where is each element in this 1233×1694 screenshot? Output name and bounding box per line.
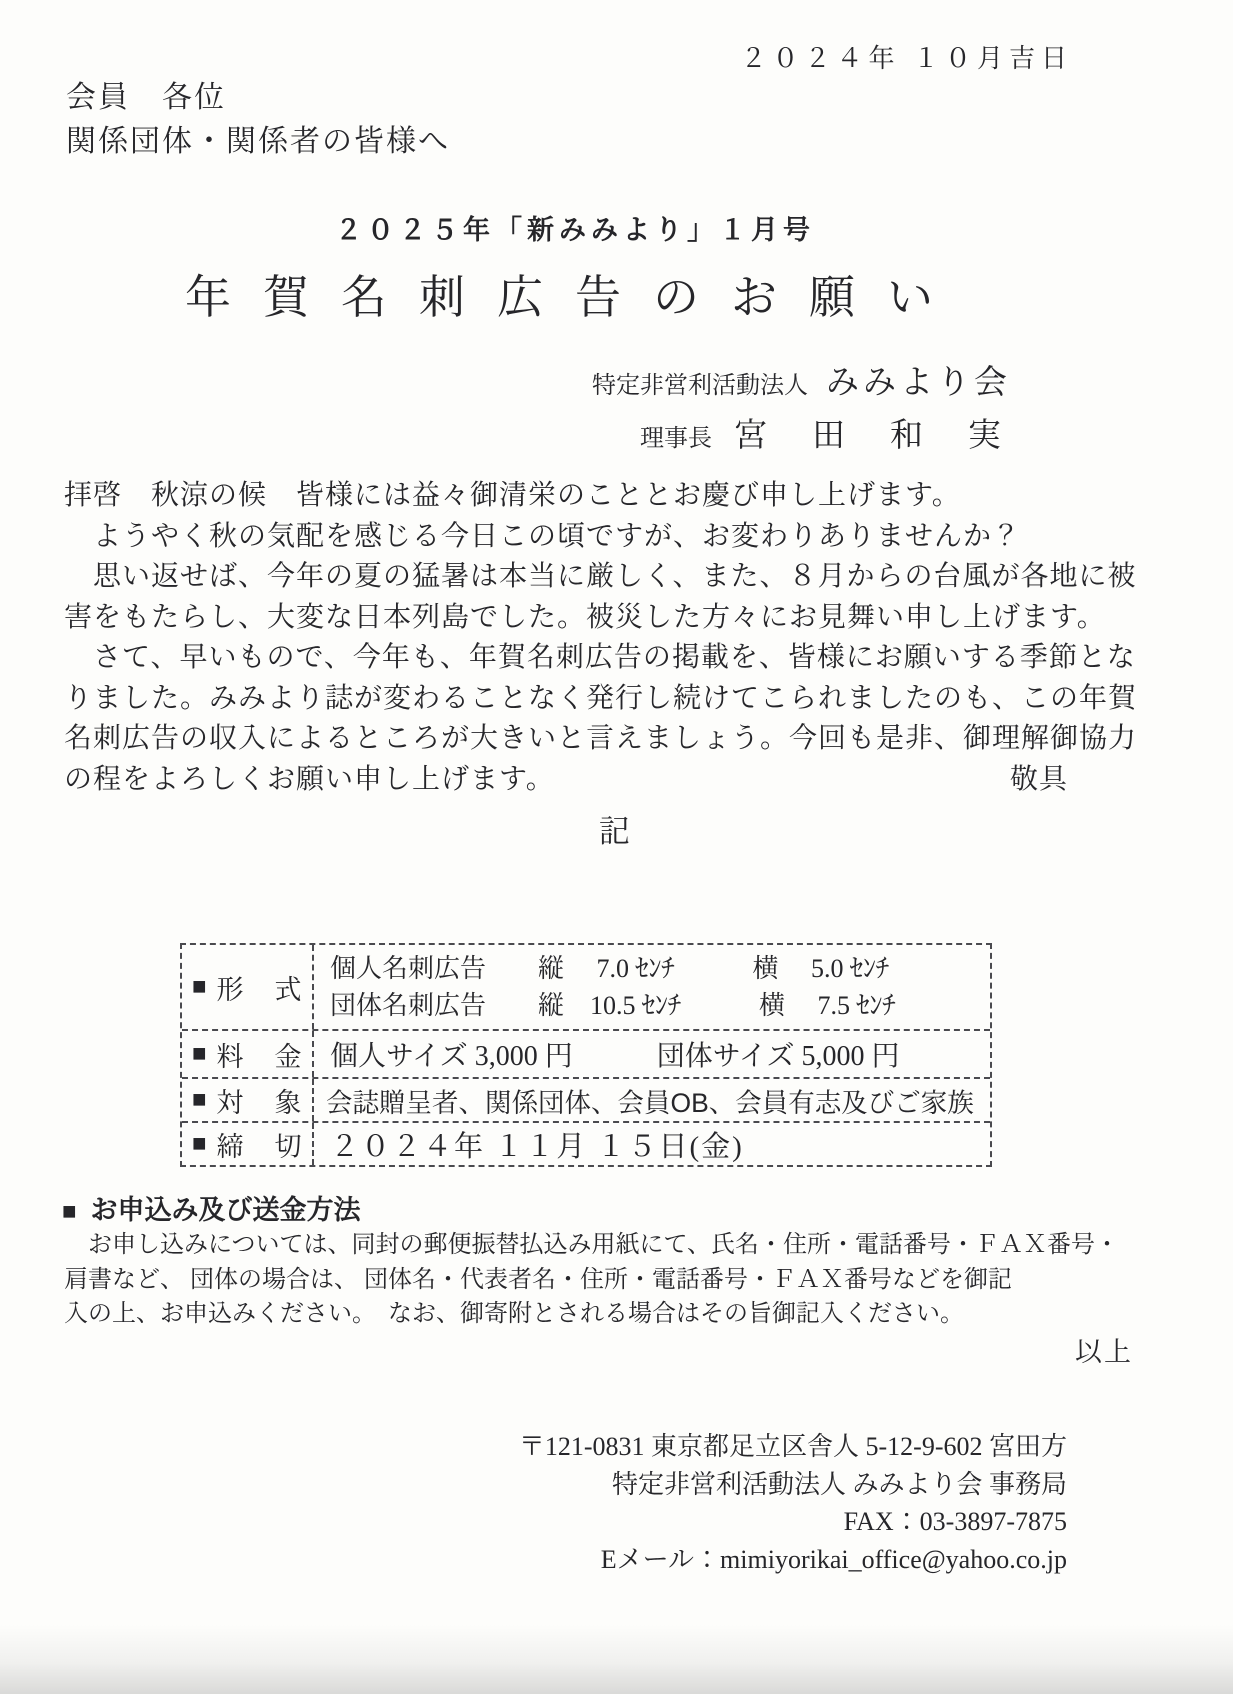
sender-name: 宮 田 和 実 [734,418,1007,454]
body-line: の程をよろしくお願い申し上げます。 [64,763,555,795]
target-values: 会誌贈呈者、関係団体、会員OB、会員有志及びご家族 [326,1087,974,1118]
application-line: 入の上、お申込みください。 なお、御寄附とされる場合はその旨御記入ください。 [64,1301,964,1327]
row-label-text: 料 金 [216,1041,304,1072]
table-row-deadline [182,1123,990,1165]
row-fee-label [182,1031,314,1077]
issue-subtitle: ２０２５年「新みみより」１月号 [335,215,815,245]
square-bullet-icon: ■ [192,974,207,1000]
table-row-format [182,945,990,1031]
table-row-target [182,1079,990,1123]
table-row-fee [182,1031,990,1079]
footer-email: Eメール：mimiyorikai_office@yahoo.co.jp [600,1544,1067,1574]
row-label-text: 形 式 [216,974,304,1005]
row-format-label [182,945,314,1029]
deadline-value: ２０２４年 １１月 １５日(金) [330,1130,744,1163]
recipient-line-related: 関係団体・関係者の皆様へ [66,125,450,158]
recipient-block [66,76,450,164]
body-line: さて、早いもので、今年も、年賀名刺広告の掲載を、皆様にお願いする季節とな [64,642,1136,673]
sender-role: 理事長 [640,425,712,452]
body-line: ようやく秋の気配を感じる今日この頃ですが、お変わりありませんか？ [64,520,1022,552]
row-fee-content [314,1031,990,1077]
body-line: 害をもたらし、大変な日本列島でした。被災した方々にお見舞い申し上げます。 [64,601,1106,633]
body-line: 拝啓 秋涼の候 皆様には益々御清栄のこととお慶び申し上げます。 [64,480,961,511]
end-marker: 以上 [1075,1337,1133,1367]
footer-org: 特定非営利活動法人 みみより会 事務局 [611,1469,1067,1499]
sender-block [592,356,1011,456]
body-paragraphs [64,476,1138,800]
record-marker: 記 [599,814,634,849]
row-deadline-label [182,1123,314,1165]
footer-contact-block [519,1428,1067,1578]
square-bullet-icon: ■ [192,1131,207,1157]
scan-edge-shadow [0,1624,1233,1694]
footer-address: 〒121-0831 東京都足立区舎人 5-12-9-602 宮田方 [518,1432,1067,1461]
square-bullet-icon: ■ [192,1087,207,1113]
fee-values: 個人サイズ 3,000 円 団体サイズ 5,000 円 [330,1041,900,1072]
application-body [64,1228,1144,1332]
heading-block [0,208,1150,327]
body-line: 名刺広告の収入によるところが大きいと言えましょう。今回も是非、御理解御協力 [64,723,1138,754]
body-closing-line [64,760,1110,801]
row-label-text: 対 象 [216,1087,304,1118]
format-personal-size: 個人名刺広告 縦 7.0 ｾﾝﾁ 横 5.0 ｾﾝﾁ [330,954,890,983]
spec-table [180,943,992,1167]
sender-person-line [592,409,1011,456]
square-bullet-icon: ■ [62,1198,77,1225]
row-format-content [314,945,990,1029]
row-deadline-content [314,1123,990,1165]
application-line: お申し込みについては、同封の郵便振替払込み用紙にて、氏名・住所・電話番号・ＦＡＸ番号・ [64,1232,1120,1258]
body-line: りました。みみより誌が変わることなく発行し続けてこられましたのも、この年賀 [64,682,1138,714]
sender-org-line [592,356,1011,403]
application-section-heading [62,1188,361,1227]
row-label-text: 締 切 [216,1131,304,1162]
footer-fax: FAX：03-3897-7875 [843,1507,1067,1536]
square-bullet-icon: ■ [192,1041,207,1067]
date-line: ２０２４年 １０月吉日 [740,44,1073,73]
sender-org-type: 特定非営利活動法人 [592,372,808,399]
page-title: 年賀名刺広告のお願い [185,272,965,323]
application-heading-text: お申込み及び送金方法 [90,1195,361,1225]
sender-org-name: みみより会 [826,365,1011,401]
row-target-label [182,1079,314,1121]
application-line: 肩書など、 団体の場合は、 団体名・代表者名・住所・電話番号・ＦＡＸ番号などを御記 [64,1266,1012,1293]
closing-word: 敬具 [1009,763,1068,795]
body-line: 思い返せば、今年の夏の猛暑は本当に厳しく、また、８月からの台風が各地に被 [64,561,1137,592]
format-group-size: 団体名刺広告 縦 10.5 ｾﾝﾁ 横 7.5 ｾﾝﾁ [330,991,896,1020]
row-target-content [314,1079,990,1121]
recipient-line-members: 会員 各位 [66,81,226,114]
